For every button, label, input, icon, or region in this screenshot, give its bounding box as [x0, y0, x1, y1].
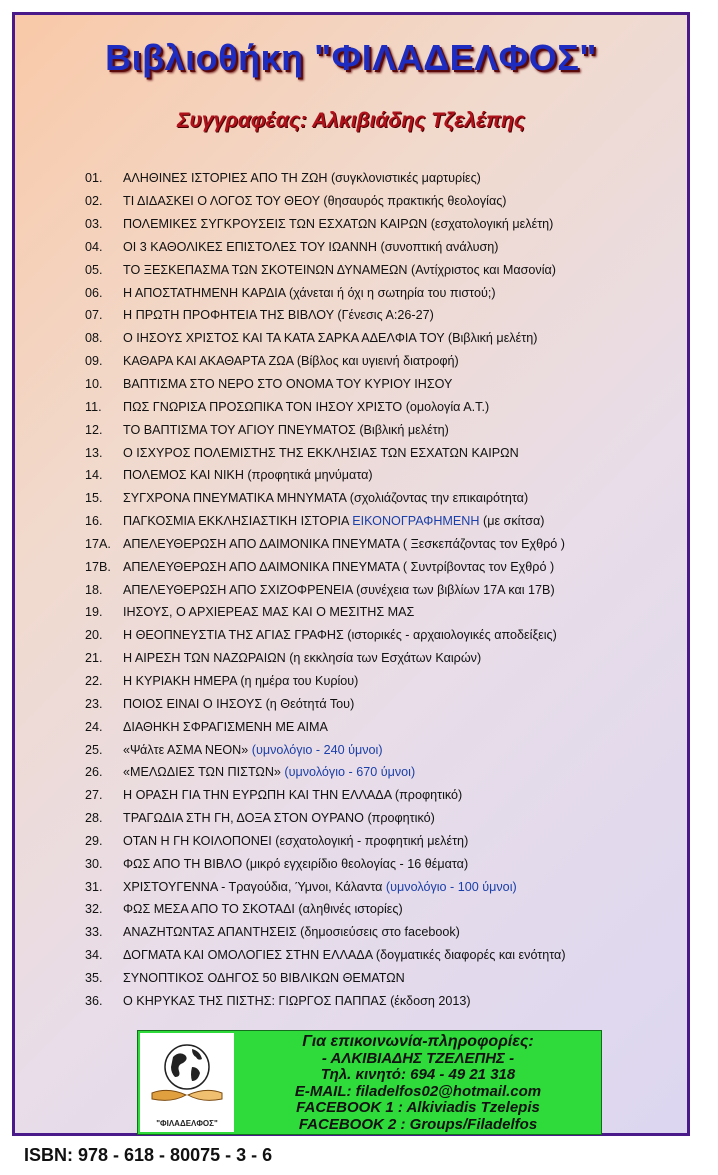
book-title: ΑΠΕΛΕΥΘΕΡΩΣΗ ΑΠΟ ΔΑΙΜΟΝΙΚΑ ΠΝΕΥΜΑΤΑ: [123, 536, 400, 551]
book-entry: [123, 834, 468, 848]
book-number: 31.: [85, 879, 103, 894]
book-title: ΦΩΣ ΜΕΣΑ ΑΠΟ ΤΟ ΣΚΟΤΑΔΙ: [123, 902, 295, 917]
book-highlight: (υμνολόγιο - 240 ύμνοι): [248, 742, 383, 757]
book-number: 09.: [85, 354, 103, 369]
book-number: 29.: [85, 833, 103, 848]
book-title: ΤΟ ΒΑΠΤΙΣΜΑ ΤΟΥ ΑΓΙΟΥ ΠΝΕΥΜΑΤΟΣ: [123, 422, 356, 437]
book-entry: [123, 994, 471, 1008]
book-item: [85, 921, 685, 944]
book-item: [85, 304, 685, 327]
book-entry: [123, 583, 555, 597]
book-number: 36.: [85, 993, 103, 1008]
book-item: [85, 190, 685, 213]
book-entry: [123, 331, 537, 345]
book-item: [85, 852, 685, 875]
book-item: [85, 761, 685, 784]
book-number: 33.: [85, 925, 103, 940]
book-number: 25.: [85, 742, 103, 757]
book-entry: [123, 743, 383, 757]
book-highlight: (υμνολόγιο - 100 ύμνοι): [382, 879, 517, 894]
book-entry: [123, 286, 496, 300]
book-title: Ο ΙΗΣΟΥΣ ΧΡΙΣΤΟΣ ΚΑΙ ΤΑ ΚΑΤΑ ΣΑΡΚΑ ΑΔΕΛΦΙΑ ΤΟΥ: [123, 331, 445, 346]
book-note: (προφητικά μηνύματα): [243, 468, 373, 483]
book-number: 14.: [85, 468, 103, 483]
book-entry: [123, 468, 373, 482]
book-title: ΟΙ 3 ΚΑΘΟΛΙΚΕΣ ΕΠΙΣΤΟΛΕΣ ΤΟΥ ΙΩΑΝΝΗ: [123, 239, 377, 254]
book-note: (εσχατολογική - προφητική μελέτη): [271, 833, 469, 848]
book-item: [85, 715, 685, 738]
book-number: 17Β.: [85, 559, 111, 574]
book-title: ΔΙΑΘΗΚΗ ΣΦΡΑΓΙΣΜΕΝΗ ΜΕ ΑΙΜΑ: [123, 719, 328, 734]
book-title: ΦΩΣ ΑΠΟ ΤΗ ΒΙΒΛΟ: [123, 856, 243, 871]
book-entry: [123, 377, 452, 391]
book-entry: [123, 857, 468, 871]
author-line: Συγγραφέας: Αλκιβιάδης Τζελέπης: [177, 109, 525, 132]
book-entry: [123, 514, 544, 528]
book-item: [85, 350, 685, 373]
book-number: 03.: [85, 217, 103, 232]
book-item: [85, 510, 685, 533]
book-title: ΧΡΙΣΤΟΥΓΕΝΝΑ: [123, 879, 218, 894]
book-title: ΑΠΕΛΕΥΘΕΡΩΣΗ ΑΠΟ ΣΧΙΖΟΦΡΕΝΕΙΑ: [123, 582, 353, 597]
book-entry: [123, 788, 462, 802]
book-note: (χάνεται ή όχι η σωτηρία του πιστού;): [285, 285, 496, 300]
book-number: 34.: [85, 948, 103, 963]
book-entry: [123, 400, 489, 414]
book-entry: [123, 651, 481, 665]
book-title: Η ΟΡΑΣΗ ΓΙΑ ΤΗΝ ΕΥΡΩΠΗ ΚΑΙ ΤΗΝ ΕΛΛΑΔΑ: [123, 788, 392, 803]
book-title: «ΜΕΛΩΔΙΕΣ ΤΩΝ ΠΙΣΤΩΝ»: [123, 765, 281, 780]
book-title: ΠΩΣ ΓΝΩΡΙΣΑ ΠΡΟΣΩΠΙΚΑ ΤΟΝ ΙΗΣΟΥ ΧΡΙΣΤΟ: [123, 399, 403, 414]
book-title: Ο ΙΣΧΥΡΟΣ ΠΟΛΕΜΙΣΤΗΣ ΤΗΣ ΕΚΚΛΗΣΙΑΣ ΤΩΝ ΕΣΧΑΤΩΝ ΚΑΙΡΩΝ: [123, 445, 519, 460]
book-item: [85, 533, 685, 556]
book-number: 04.: [85, 239, 103, 254]
book-title: ΑΠΕΛΕΥΘΕΡΩΣΗ ΑΠΟ ΔΑΙΜΟΝΙΚΑ ΠΝΕΥΜΑΤΑ: [123, 559, 400, 574]
book-note: (προφητικό): [363, 811, 435, 826]
book-entry: [123, 811, 435, 825]
book-item: [85, 875, 685, 898]
book-note: (Βιβλική μελέτη): [444, 331, 538, 346]
book-number: 01.: [85, 171, 103, 186]
book-note: (συνοπτική ανάλυση): [377, 239, 499, 254]
contact-heading: Για επικοινωνία-πληροφορίες:: [302, 1033, 534, 1050]
book-list-card: [12, 12, 690, 1136]
book-number: 05.: [85, 262, 103, 277]
contact-email: E-MAIL: filadelfos02@hotmail.com: [294, 1082, 542, 1100]
book-item: [85, 281, 685, 304]
book-title: ΒΑΠΤΙΣΜΑ ΣΤΟ ΝΕΡΟ ΣΤΟ ΟΝΟΜΑ ΤΟΥ ΚΥΡΙΟΥ ΙΗΣΟΥ: [123, 377, 453, 392]
book-entry: [123, 491, 528, 505]
book-title: Η ΑΙΡΕΣΗ ΤΩΝ ΝΑΖΩΡΑΙΩΝ: [123, 651, 286, 666]
book-item: [85, 601, 685, 624]
book-note: - Τραγούδια, Ύμνοι, Κάλαντα: [217, 879, 383, 894]
book-title: ΠΟΙΟΣ ΕΙΝΑΙ Ο ΙΗΣΟΥΣ: [123, 696, 263, 711]
book-item: [85, 373, 685, 396]
book-item: [85, 395, 685, 418]
book-note: (η εκκλησία των Εσχάτων Καιρών): [285, 651, 482, 666]
book-number: 06.: [85, 285, 103, 300]
book-entry: [123, 171, 481, 185]
book-number: 32.: [85, 902, 103, 917]
book-number: 16.: [85, 514, 103, 529]
book-title: «Ψάλτε ΑΣΜΑ ΝΕΟΝ»: [123, 742, 249, 757]
book-entry: [123, 971, 405, 985]
book-number: 15.: [85, 491, 103, 506]
book-number: 10.: [85, 377, 103, 392]
book-note: (η ημέρα του Κυρίου): [236, 673, 359, 688]
book-number: 21.: [85, 651, 103, 666]
book-item: [85, 898, 685, 921]
book-note: (συγκλονιστικές μαρτυρίες): [327, 171, 481, 186]
contact-box: [137, 1030, 602, 1135]
contact-facebook-1: FACEBOOK 1 : Alkiviadis Tzelepis: [296, 1099, 540, 1117]
book-note: (Γένεσις Α:26-27): [333, 308, 434, 323]
book-item: [85, 829, 685, 852]
book-note: (θησαυρός πρακτικής θεολογίας): [319, 194, 507, 209]
book-note: ( Ξεσκεπάζοντας τον Εχθρό ): [399, 536, 565, 551]
book-entry: [123, 720, 328, 734]
book-item: [85, 464, 685, 487]
filadelfos-logo: [140, 1033, 234, 1132]
contact-facebook-2: FACEBOOK 2 : Groups/Filadelfos: [298, 1115, 538, 1133]
book-number: 35.: [85, 970, 103, 985]
book-entry: [123, 560, 554, 574]
book-number: 17Α.: [85, 536, 111, 551]
book-entry: [123, 308, 434, 322]
book-entry: [123, 446, 519, 460]
book-note: (συνέχεια των βιβλίων 17Α και 17Β): [352, 582, 555, 597]
book-note: (δογματικές διαφορές και ενότητα): [372, 948, 566, 963]
book-entry: [123, 605, 414, 619]
book-number: 30.: [85, 856, 103, 871]
book-entry: [123, 925, 460, 939]
book-entry: [123, 263, 556, 277]
book-note: (αληθινές ιστορίες): [294, 902, 403, 917]
book-item: [85, 738, 685, 761]
book-item: [85, 944, 685, 967]
book-entry: [123, 240, 498, 254]
book-title: ΠΟΛΕΜΟΣ ΚΑΙ ΝΙΚΗ: [123, 468, 244, 483]
book-entry: [123, 217, 553, 231]
page-title: Βιβλιοθήκη "ΦΙΛΑΔΕΛΦΟΣ": [105, 37, 597, 78]
book-title: ΙΗΣΟΥΣ, Ο ΑΡΧΙΕΡΕΑΣ ΜΑΣ ΚΑΙ Ο ΜΕΣΙΤΗΣ ΜΑΣ: [123, 605, 415, 620]
book-entry: [123, 948, 566, 962]
book-entry: [123, 194, 507, 208]
book-item: [85, 624, 685, 647]
contact-phone: Τηλ. κινητό: 694 - 49 21 318: [320, 1066, 516, 1084]
book-number: 11.: [85, 399, 102, 414]
book-number: 07.: [85, 308, 103, 323]
book-item: [85, 258, 685, 281]
logo-caption: "ΦΙΛΑΔΕΛΦΟΣ": [156, 1119, 218, 1128]
book-title: ΤΡΑΓΩΔΙΑ ΣΤΗ ΓΗ, ΔΟΞΑ ΣΤΟΝ ΟΥΡΑΝΟ: [123, 811, 364, 826]
book-number: 12.: [85, 422, 103, 437]
book-entry: [123, 902, 403, 916]
book-item: [85, 487, 685, 510]
book-note: (δημοσιεύσεις στο facebook): [296, 925, 460, 940]
book-item: [85, 647, 685, 670]
book-item: [85, 441, 685, 464]
book-title: Η ΘΕΟΠΝΕΥΣΤΙΑ ΤΗΣ ΑΓΙΑΣ ΓΡΑΦΗΣ: [123, 628, 344, 643]
book-note: ( Συντρίβοντας τον Εχθρό ): [399, 559, 555, 574]
book-item: [85, 327, 685, 350]
book-number: 22.: [85, 673, 103, 688]
book-note: (εσχατολογική μελέτη): [427, 217, 554, 232]
book-number: 27.: [85, 788, 103, 803]
book-note: (έκδοση 2013): [386, 993, 471, 1008]
book-note: (Βιβλική μελέτη): [355, 422, 449, 437]
isbn-number: ISBN: 978 - 618 - 80075 - 3 - 6: [24, 1145, 273, 1165]
book-highlight: ΕΙΚΟΝΟΓΡΑΦΗΜΕΝΗ: [352, 514, 480, 529]
book-note: (ιστορικές - αρχαιολογικές αποδείξεις): [343, 628, 557, 643]
book-item: [85, 555, 685, 578]
book-number: 19.: [85, 605, 103, 620]
book-item: [85, 213, 685, 236]
book-entry: [123, 537, 565, 551]
book-title: Η ΠΡΩΤΗ ΠΡΟΦΗΤΕΙΑ ΤΗΣ ΒΙΒΛΟΥ: [123, 308, 334, 323]
book-note: (ομολογία Α.Τ.): [402, 399, 490, 414]
book-title: ΟΤΑΝ Η ΓΗ ΚΟΙΛΟΠΟΝΕΙ: [123, 833, 272, 848]
book-title: ΤΙ ΔΙΔΑΣΚΕΙ Ο ΛΟΓΟΣ ΤΟΥ ΘΕΟΥ: [123, 194, 320, 209]
book-entry: [123, 628, 557, 642]
book-number: 24.: [85, 719, 103, 734]
book-entry: [123, 674, 358, 688]
contact-name: - ΑΛΚΙΒΙΑΔΗΣ ΤΖΕΛΕΠΗΣ -: [321, 1049, 515, 1067]
book-note: (σχολιάζοντας την επικαιρότητα): [346, 491, 529, 506]
book-title: ΠΑΓΚΟΣΜΙΑ ΕΚΚΛΗΣΙΑΣΤΙΚΗ ΙΣΤΟΡΙΑ: [123, 514, 353, 529]
book-title: ΣΥΓΧΡΟΝΑ ΠΝΕΥΜΑΤΙΚΑ ΜΗΝΥΜΑΤΑ: [123, 491, 347, 506]
book-title: ΚΑΘΑΡΑ ΚΑΙ ΑΚΑΘΑΡΤΑ ΖΩΑ: [123, 354, 294, 369]
book-item: [85, 418, 685, 441]
book-note: (η Θεότητά Του): [262, 696, 355, 711]
book-number: 20.: [85, 628, 103, 643]
book-number: 28.: [85, 811, 103, 826]
book-title: ΑΝΑΖΗΤΩΝΤΑΣ ΑΠΑΝΤΗΣΕΙΣ: [123, 925, 297, 940]
globe-hands-icon: [140, 1033, 234, 1113]
book-item: [85, 578, 685, 601]
book-entry: [123, 765, 415, 779]
book-title: ΠΟΛΕΜΙΚΕΣ ΣΥΓΚΡΟΥΣΕΙΣ ΤΩΝ ΕΣΧΑΤΩΝ ΚΑΙΡΩΝ: [123, 217, 428, 232]
book-item: [85, 236, 685, 259]
book-note: (μικρό εγχειρίδιο θεολογίας - 16 θέματα): [242, 856, 469, 871]
book-item: [85, 807, 685, 830]
book-title: Η ΚΥΡΙΑΚΗ ΗΜΕΡΑ: [123, 673, 237, 688]
book-entry: [123, 354, 459, 368]
book-item: [85, 670, 685, 693]
book-note: (Αντίχριστος και Μασονία): [407, 262, 557, 277]
book-title: Η ΑΠΟΣΤΑΤΗΜΕΝΗ ΚΑΡΔΙΑ: [123, 285, 286, 300]
book-number: 23.: [85, 696, 103, 711]
book-number: 02.: [85, 194, 103, 209]
book-highlight: (υμνολόγιο - 670 ύμνοι): [280, 765, 416, 780]
book-entry: [123, 880, 517, 894]
book-item: [85, 167, 685, 190]
book-list: [85, 167, 685, 1012]
book-number: 18.: [85, 582, 103, 597]
book-item: [85, 692, 685, 715]
book-item: [85, 784, 685, 807]
book-number: 08.: [85, 331, 103, 346]
book-note: (με σκίτσα): [479, 514, 545, 529]
contact-info: [238, 1034, 598, 1134]
book-note: (προφητικό): [391, 788, 463, 803]
book-title: ΔΟΓΜΑΤΑ ΚΑΙ ΟΜΟΛΟΓΙΕΣ ΣΤΗΝ ΕΛΛΑΔΑ: [123, 948, 373, 963]
book-entry: [123, 423, 449, 437]
book-title: ΤΟ ΞΕΣΚΕΠΑΣΜΑ ΤΩΝ ΣΚΟΤΕΙΝΩΝ ΔΥΝΑΜΕΩΝ: [123, 262, 408, 277]
book-note: (Βίβλος και υγιεινή διατροφή): [293, 354, 459, 369]
book-number: 26.: [85, 765, 103, 780]
book-title: ΣΥΝΟΠΤΙΚΟΣ ΟΔΗΓΟΣ 50 ΒΙΒΛΙΚΩΝ ΘΕΜΑΤΩΝ: [123, 970, 405, 985]
book-number: 13.: [85, 445, 103, 460]
book-title: Ο ΚΗΡΥΚΑΣ ΤΗΣ ΠΙΣΤΗΣ: ΓΙΩΡΓΟΣ ΠΑΠΠΑΣ: [123, 993, 387, 1008]
book-entry: [123, 697, 354, 711]
book-item: [85, 967, 685, 990]
book-title: ΑΛΗΘΙΝΕΣ ΙΣΤΟΡΙΕΣ ΑΠΟ ΤΗ ΖΩΗ: [123, 171, 328, 186]
book-item: [85, 989, 685, 1012]
